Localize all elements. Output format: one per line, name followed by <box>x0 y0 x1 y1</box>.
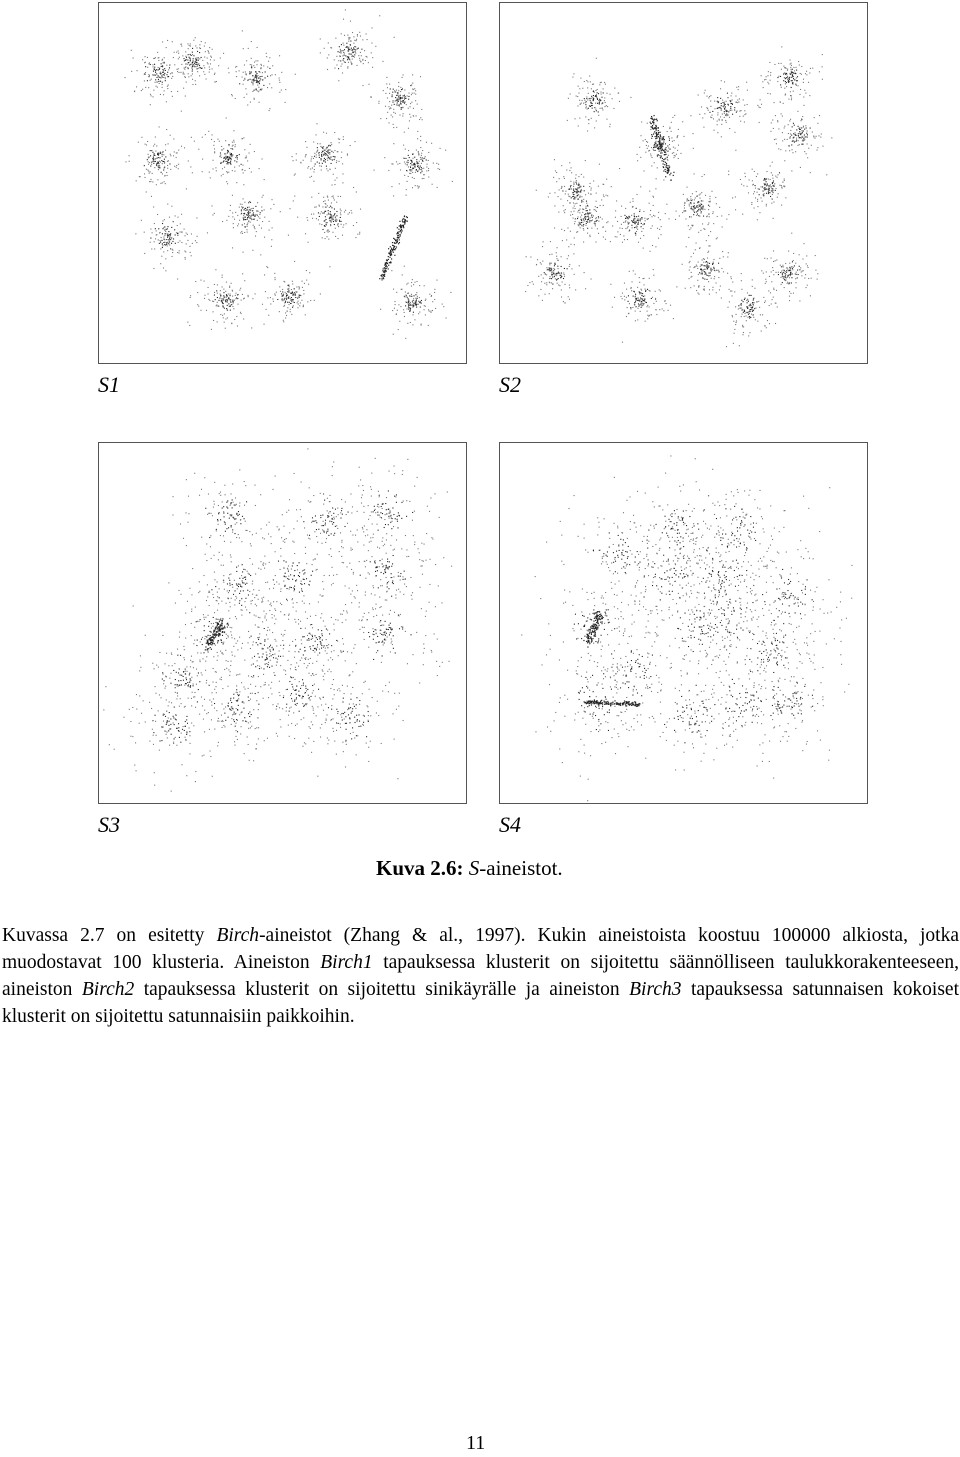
cluster <box>380 266 451 339</box>
cluster <box>591 506 729 642</box>
caption-italic: S <box>468 856 480 880</box>
cluster <box>135 196 208 271</box>
caption-prefix: Kuva 2.6: <box>376 856 464 880</box>
page-number: 11 <box>466 1432 486 1454</box>
panel-label-s2: S2 <box>499 372 521 397</box>
cluster <box>540 495 696 614</box>
term-birch3: Birch3 <box>629 979 682 1000</box>
panel-label-s4: S4 <box>499 812 521 837</box>
cluster <box>676 232 742 297</box>
elongated-cluster <box>379 215 408 280</box>
cluster <box>656 542 811 696</box>
scatter-panel-s3 <box>98 442 467 804</box>
cluster <box>603 186 668 252</box>
term-birch: Birch <box>216 925 260 946</box>
cluster <box>554 180 618 245</box>
scatter-plot-s1 <box>99 3 466 363</box>
panel-label-s1: S1 <box>98 372 120 397</box>
scatter-panel-s1 <box>98 2 467 364</box>
cluster <box>250 448 377 589</box>
cluster <box>262 261 331 325</box>
scatter-panel-s2 <box>499 2 868 364</box>
cluster <box>288 184 361 242</box>
text-seg3: tapauksessa klusterit on sijoitettu säännölliseen taulukkorakenteeseen, aineiston <box>2 952 959 1000</box>
cluster <box>575 580 712 737</box>
cluster <box>188 117 263 184</box>
cluster <box>521 550 670 733</box>
cluster <box>601 653 767 770</box>
cluster <box>721 270 777 347</box>
cluster <box>676 469 830 601</box>
term-birch2: Birch2 <box>81 979 135 1000</box>
cluster <box>178 524 332 629</box>
cluster <box>320 9 395 81</box>
cluster <box>177 269 256 330</box>
scatter-plot-s3 <box>99 443 466 803</box>
cluster <box>623 508 809 636</box>
panel-label-s3: S3 <box>98 812 120 837</box>
cluster <box>125 104 202 192</box>
cluster <box>105 617 245 744</box>
cluster <box>614 455 738 599</box>
cluster <box>525 239 592 303</box>
cluster <box>690 80 760 137</box>
cluster <box>658 634 815 771</box>
cluster <box>362 62 422 144</box>
body-paragraph <box>2 922 959 1030</box>
cluster <box>759 96 833 173</box>
cluster <box>728 150 827 221</box>
cluster <box>322 459 448 587</box>
cluster <box>763 233 819 308</box>
scatter-plot-s2 <box>500 3 867 363</box>
caption-suffix: -aineistot. <box>479 856 563 880</box>
cluster <box>166 638 307 777</box>
cluster <box>258 569 369 700</box>
scatter-panel-s4 <box>499 442 868 804</box>
text-seg1: Kuvassa 2.7 on esitetty <box>2 925 217 946</box>
cluster <box>211 179 290 255</box>
cluster <box>760 46 823 112</box>
cluster <box>292 123 356 185</box>
text-seg4: tapauksessa klusterit on sijoitettu sinikäyrälle ja aineiston <box>134 979 630 1000</box>
cluster <box>133 568 269 698</box>
cluster <box>707 633 850 778</box>
cluster <box>172 469 293 592</box>
figure-caption <box>376 856 563 881</box>
term-birch1: Birch1 <box>320 952 373 973</box>
elongated-cluster <box>205 618 229 650</box>
elongated-cluster <box>583 611 605 648</box>
cluster <box>663 173 736 246</box>
cluster <box>707 585 842 724</box>
scatter-plot-s4 <box>500 443 867 803</box>
cluster <box>162 37 225 96</box>
text-seg5: tapauksessa satunnaisen kokoiset klusterit on sijoitettu satunnaisiin paikkoihin. <box>2 979 959 1027</box>
cluster <box>124 41 194 111</box>
cluster <box>288 650 404 779</box>
cluster <box>631 538 798 691</box>
cluster <box>235 520 352 640</box>
elongated-cluster <box>584 696 641 707</box>
cluster <box>567 58 632 132</box>
text-seg2: -aineistot (Zhang & al., 1997). Kukin aineistoista koostuu 100000 alkiosta, jotka muodostavat 100 klusteria. Aineiston <box>2 925 959 973</box>
cluster <box>216 30 296 111</box>
cluster <box>610 269 674 343</box>
cluster <box>235 635 362 754</box>
cluster <box>373 120 452 196</box>
cluster <box>103 671 226 792</box>
